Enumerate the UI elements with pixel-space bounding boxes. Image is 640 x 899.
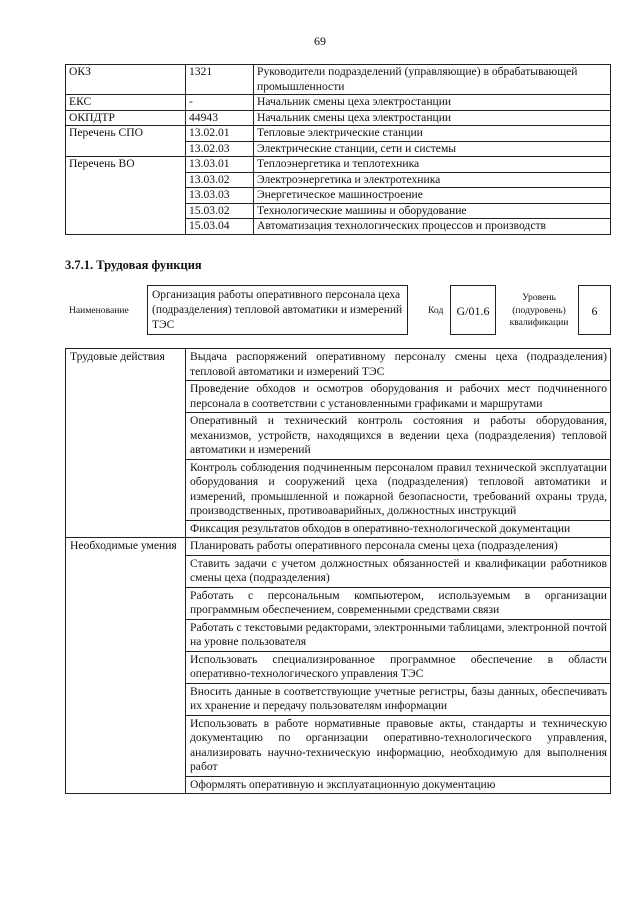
classifier-name: Электроэнергетика и электротехника — [254, 172, 611, 188]
classifier-code: 13.02.03 — [186, 141, 254, 157]
page-number: 69 — [314, 34, 326, 48]
classifier-table — [65, 64, 611, 235]
required-skill-item: Использовать специализированное программное обеспечение в области оперативно-технологического управления ТЭС — [186, 651, 611, 683]
function-name-value: Организация работы оперативного персонала цеха (подразделения) тепловой автоматики и измерений ТЭС — [147, 285, 408, 335]
classifier-code: 15.03.04 — [186, 219, 254, 235]
function-code-label: Код — [428, 305, 444, 316]
required-skill-item: Работать с текстовыми редакторами, электронными таблицами, электронной почтой на уровне пользователя — [186, 619, 611, 651]
required-skill-item: Планировать работы оперативного персонала смены цеха (подразделения) — [186, 538, 611, 556]
classifier-row — [66, 110, 611, 126]
function-name-label: Наименование — [69, 305, 129, 316]
classifier-code: - — [186, 95, 254, 111]
labor-action-item: Проведение обходов и осмотров оборудования и рабочих мест подчиненного персонала в соответствии с установленными графиками и маршрутами — [186, 381, 611, 413]
activities-table — [65, 348, 611, 794]
classifier-row — [66, 65, 611, 95]
qualification-level-label: Уровень (подуровень) квалификации — [509, 292, 569, 328]
classifier-type: ОКЗ — [66, 65, 186, 95]
classifier-row — [66, 95, 611, 111]
required-skill-group-label: Необходимые умения — [66, 538, 186, 794]
classifier-type: Перечень СПО — [66, 126, 186, 157]
labor-action-row — [66, 349, 611, 381]
classifier-code: 44943 — [186, 110, 254, 126]
classifier-code: 13.03.01 — [186, 157, 254, 173]
classifier-name: Теплоэнергетика и теплотехника — [254, 157, 611, 173]
classifier-type: ОКПДТР — [66, 110, 186, 126]
classifier-name: Начальник смены цеха электростанции — [254, 95, 611, 111]
classifier-name: Начальник смены цеха электростанции — [254, 110, 611, 126]
classifier-name: Руководители подразделений (управляющие) в обрабатывающей промышленности — [254, 65, 611, 95]
classifier-name: Электрические станции, сети и системы — [254, 141, 611, 157]
required-skill-item: Ставить задачи с учетом должностных обязанностей и квалификации работников смены цеха (подразделения) — [186, 555, 611, 587]
labor-action-item: Выдача распоряжений оперативному персоналу смены цеха (подразделения) тепловой автоматики и измерений ТЭС — [186, 349, 611, 381]
classifier-type: Перечень ВО — [66, 157, 186, 235]
classifier-code: 13.02.01 — [186, 126, 254, 142]
function-code-value: G/01.6 — [450, 285, 496, 335]
section-heading: 3.7.1. Трудовая функция — [65, 258, 202, 272]
classifier-row — [66, 157, 611, 173]
required-skill-item: Вносить данные в соответствующие учетные регистры, базы данных, обеспечивать их хранение и передачу пользователям информации — [186, 683, 611, 715]
labor-action-item: Контроль соблюдения подчиненным персоналом правил технической эксплуатации оборудования и сооружений цеха (подразделения) тепловой автоматики и измерений, промышленной и пожарной безопасности, требований охраны труда, производственных, противоаварийных, должностных инструкций — [186, 459, 611, 520]
required-skill-item: Работать с персональным компьютером, используемым в организации программным обеспечением, современными средствами связи — [186, 587, 611, 619]
required-skill-row — [66, 538, 611, 556]
classifier-code: 13.03.03 — [186, 188, 254, 204]
labor-action-group-label: Трудовые действия — [66, 349, 186, 538]
classifier-name: Технологические машины и оборудование — [254, 203, 611, 219]
required-skill-item: Использовать в работе нормативные правовые акты, стандарты и техническую документацию по организации оперативно-технологического управления, анализировать научно-техническую информацию, необходимую для выполнения работ — [186, 715, 611, 776]
classifier-name: Автоматизация технологических процессов и производств — [254, 219, 611, 235]
labor-action-item: Оперативный и технический контроль состояния и работы оборудования, механизмов, устройств, находящихся в ведении цеха (подразделения) тепловой автоматики и измерений — [186, 413, 611, 460]
classifier-code: 1321 — [186, 65, 254, 95]
classifier-name: Тепловые электрические станции — [254, 126, 611, 142]
classifier-name: Энергетическое машиностроение — [254, 188, 611, 204]
classifier-code: 13.03.02 — [186, 172, 254, 188]
qualification-level-value: 6 — [578, 285, 611, 335]
required-skill-item: Оформлять оперативную и эксплуатационную документацию — [186, 776, 611, 794]
classifier-code: 15.03.02 — [186, 203, 254, 219]
classifier-type: ЕКС — [66, 95, 186, 111]
labor-action-item: Фиксация результатов обходов в оперативно-технологической документации — [186, 520, 611, 538]
classifier-row — [66, 126, 611, 142]
